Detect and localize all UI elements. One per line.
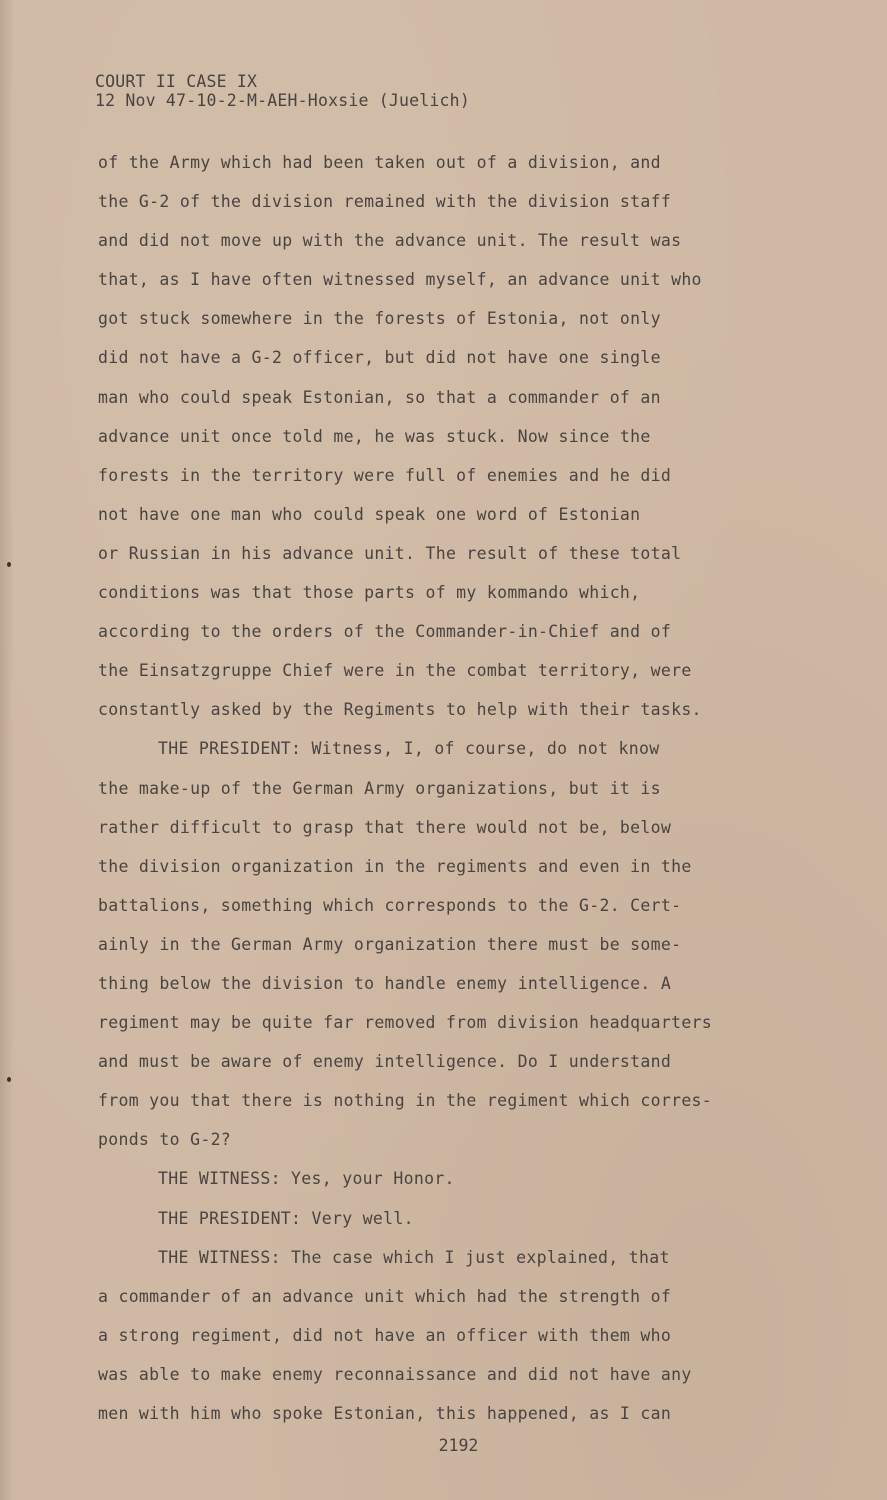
transcript-line: or Russian in his advance unit. The result of these total bbox=[98, 543, 682, 563]
transcript-line: the make-up of the German Army organizations, but it is bbox=[98, 778, 661, 798]
header-court-case: COURT II CASE IX bbox=[95, 72, 258, 91]
transcript-line: THE PRESIDENT: Very well. bbox=[158, 1208, 414, 1228]
transcript-line: not have one man who could speak one word of Estonian bbox=[98, 504, 641, 524]
margin-speck bbox=[7, 1077, 11, 1082]
transcript-line: man who could speak Estonian, so that a commander of an bbox=[98, 387, 661, 407]
transcript-line: the G-2 of the division remained with the division staff bbox=[98, 192, 672, 212]
transcript-line: the Einsatzgruppe Chief were in the combat territory, were bbox=[98, 661, 692, 681]
transcript-line: battalions, something which corresponds to the G-2. Cert- bbox=[98, 895, 682, 915]
transcript-line: THE WITNESS: Yes, your Honor. bbox=[158, 1169, 455, 1189]
transcript-line: got stuck somewhere in the forests of Estonia, not only bbox=[98, 309, 661, 329]
transcript-line: was able to make enemy reconnaissance and did not have any bbox=[98, 1364, 692, 1384]
transcript-line: forests in the territory were full of enemies and he did bbox=[98, 465, 672, 485]
margin-speck bbox=[7, 562, 11, 567]
transcript-line: thing below the division to handle enemy intelligence. A bbox=[98, 973, 672, 993]
transcript-line: THE PRESIDENT: Witness, I, of course, do not know bbox=[158, 739, 660, 759]
transcript-line: and must be aware of enemy intelligence. Do I understand bbox=[98, 1052, 672, 1072]
transcript-line: did not have a G-2 officer, but did not have one single bbox=[98, 348, 661, 368]
transcript-line: THE WITNESS: The case which I just explained, that bbox=[158, 1247, 670, 1267]
transcript-line: a strong regiment, did not have an officer with them who bbox=[98, 1325, 672, 1345]
transcript-line: the division organization in the regiments and even in the bbox=[98, 856, 692, 876]
transcript-line: regiment may be quite far removed from division headquarters bbox=[98, 1013, 713, 1033]
transcript-line: men with him who spoke Estonian, this happened, as I can bbox=[98, 1404, 672, 1423]
header-date-reference: 12 Nov 47-10-2-M-AEH-Hoxsie (Juelich) bbox=[95, 91, 470, 110]
transcript-line: rather difficult to grasp that there would not be, below bbox=[98, 817, 672, 837]
transcript-line: from you that there is nothing in the regiment which corres- bbox=[98, 1091, 713, 1111]
page-number: 2192 bbox=[438, 1436, 479, 1455]
transcript-line: advance unit once told me, he was stuck. Now since the bbox=[98, 426, 651, 446]
transcript-line: conditions was that those parts of my kommando which, bbox=[98, 583, 641, 603]
transcript-line: a commander of an advance unit which had the strength of bbox=[98, 1286, 672, 1306]
document-header bbox=[95, 72, 470, 110]
transcript-line: of the Army which had been taken out of a division, and bbox=[98, 153, 661, 172]
transcript-line: ponds to G-2? bbox=[98, 1130, 232, 1150]
transcript-line: that, as I have often witnessed myself, an advance unit who bbox=[98, 270, 702, 290]
transcript-line: and did not move up with the advance unit. The result was bbox=[98, 231, 682, 251]
transcript-line: according to the orders of the Commander-in-Chief and of bbox=[98, 622, 672, 642]
transcript-line: ainly in the German Army organization there must be some- bbox=[98, 934, 682, 954]
transcript-line: constantly asked by the Regiments to help with their tasks. bbox=[98, 700, 702, 720]
transcript-body bbox=[98, 143, 818, 1433]
